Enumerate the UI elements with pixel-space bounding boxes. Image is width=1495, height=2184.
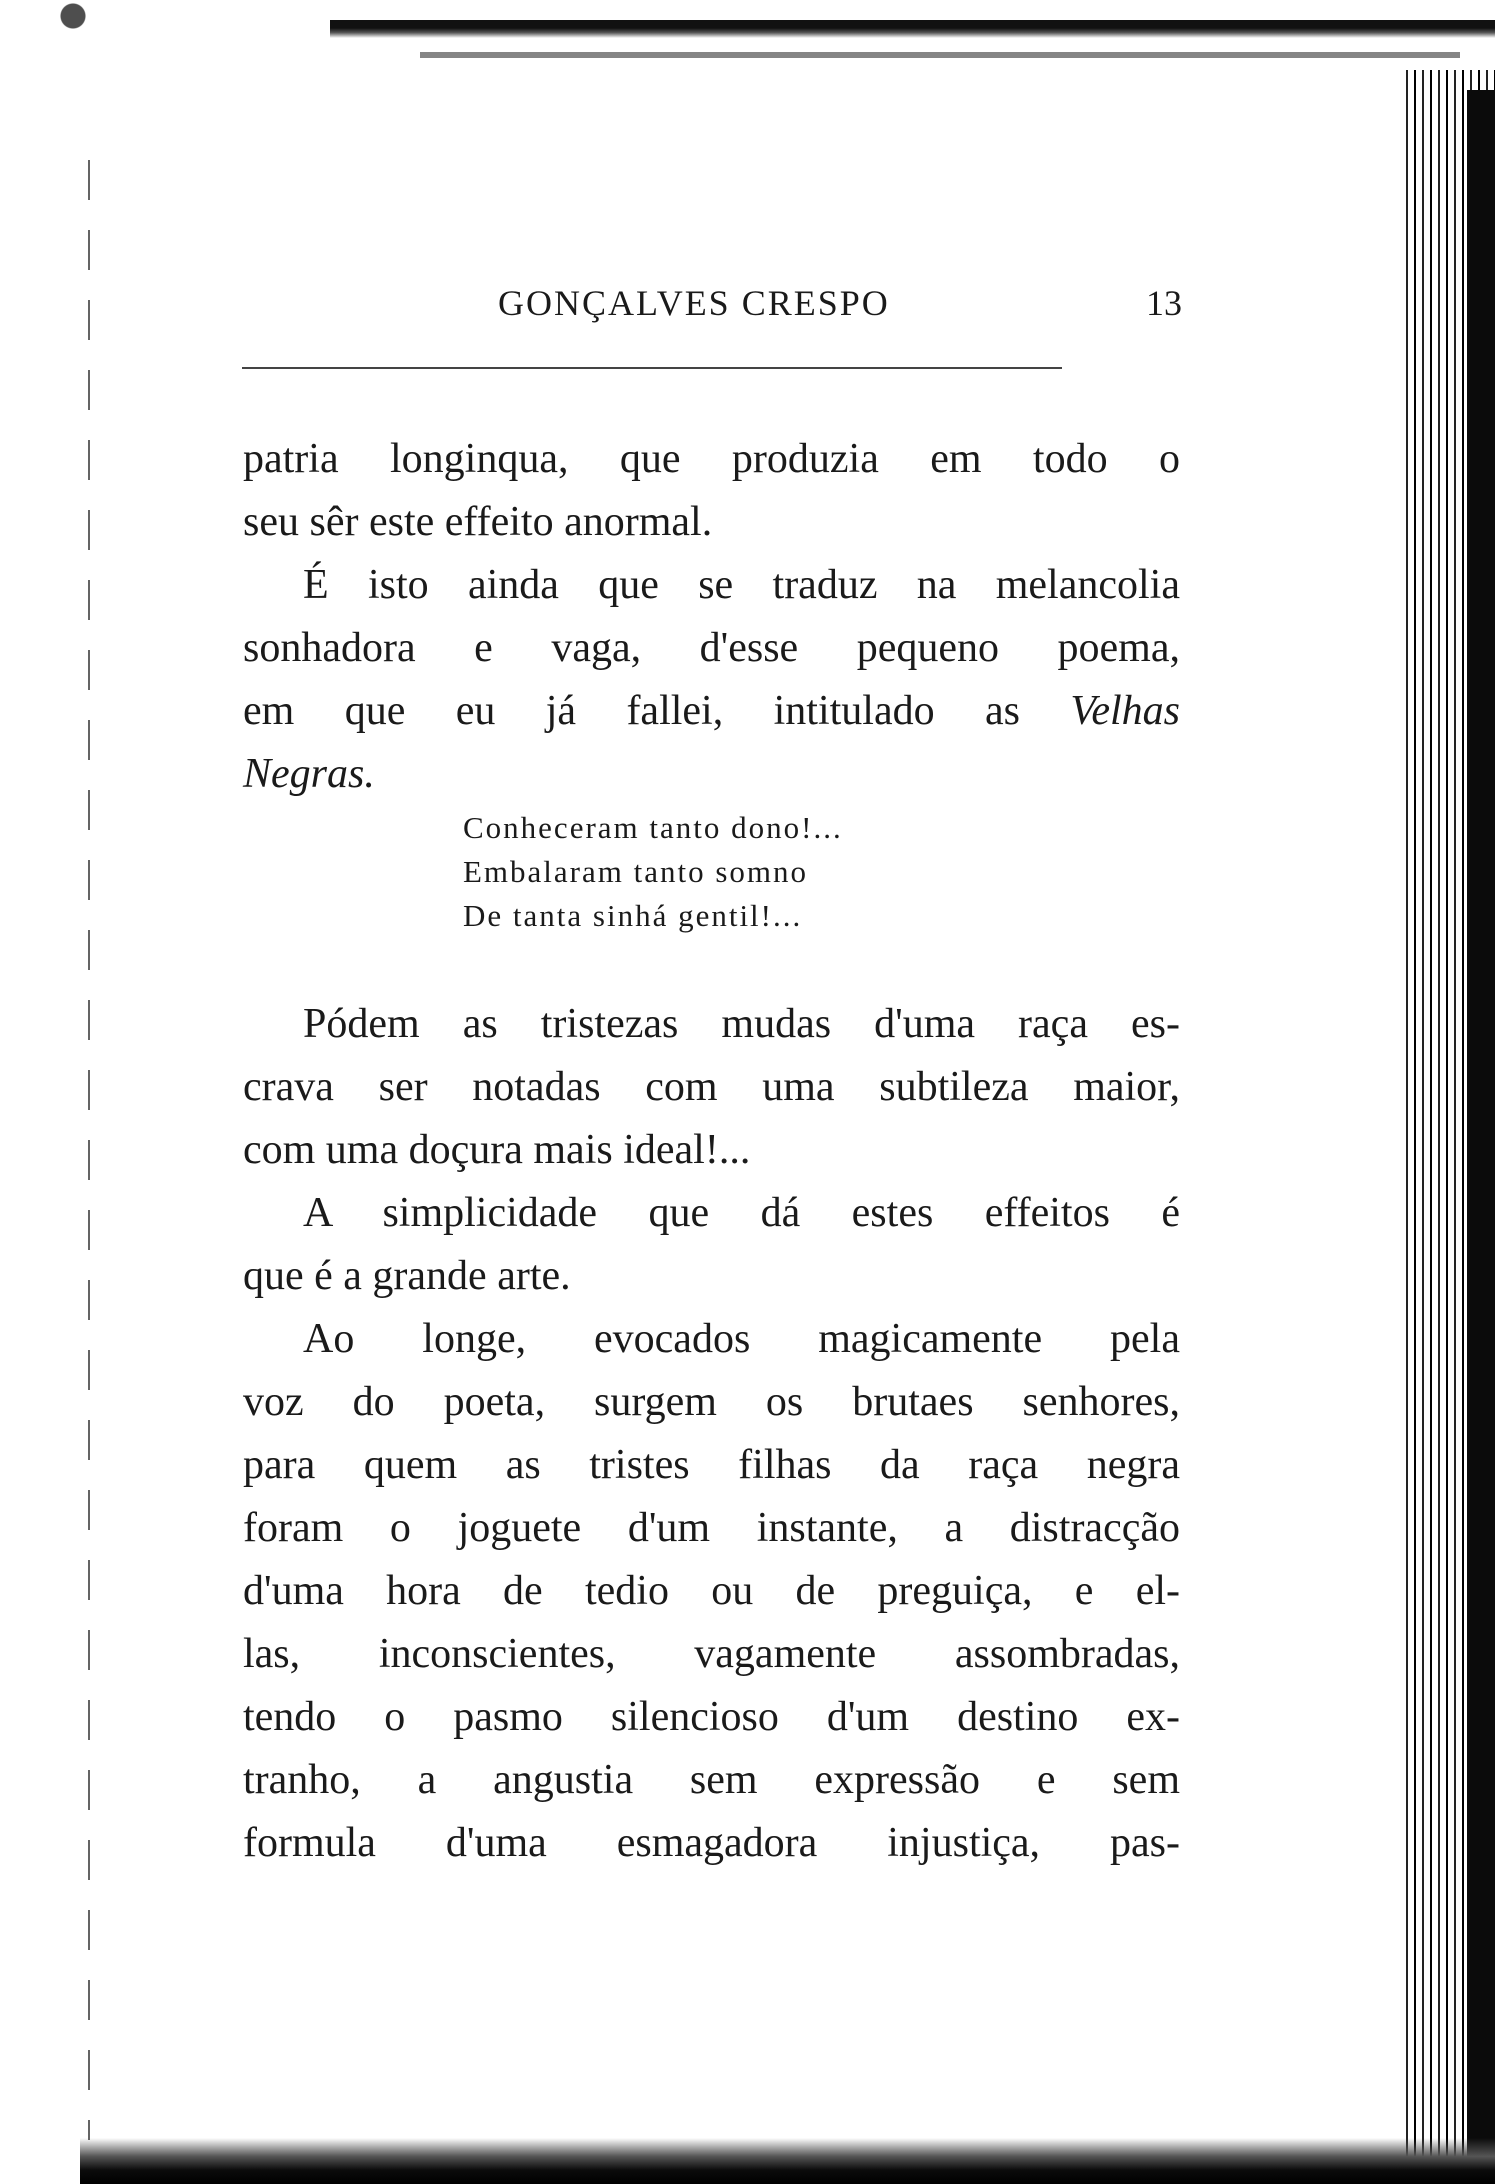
- text-line: que é a grande arte.: [243, 1253, 571, 1299]
- text-line: Ao longe, evocados magicamente pela: [303, 1316, 1180, 1362]
- text-line: para quem as tristes filhas da raça negra: [243, 1442, 1180, 1488]
- page-number: 13: [1146, 283, 1182, 323]
- scan-top-edge: [330, 20, 1495, 38]
- scan-corner-mark: [55, 0, 145, 40]
- verse-line: Conheceram tanto dono!...: [463, 810, 843, 845]
- header-rule: [242, 367, 1062, 369]
- text-line: tendo o pasmo silencioso d'um destino ex-: [243, 1694, 1180, 1740]
- scan-right-binding: [1467, 90, 1495, 2184]
- text-line: com uma doçura mais ideal!...: [243, 1127, 751, 1173]
- text-line: [243, 680, 1180, 743]
- text-line: A simplicidade que dá estes effeitos é: [303, 1190, 1180, 1236]
- scan-left-edge: [88, 160, 90, 2140]
- text-line: foram o joguete d'um instante, a distracção: [243, 1505, 1180, 1551]
- verse-line: De tanta sinhá gentil!...: [463, 898, 803, 933]
- text-line: crava ser notadas com uma subtileza maior,: [243, 1064, 1180, 1110]
- text-line: tranho, a angustia sem expressão e sem: [243, 1757, 1180, 1803]
- text-line: seu sêr este effeito anormal.: [243, 499, 713, 545]
- scan-bottom-edge: [80, 2138, 1495, 2184]
- text-line: d'uma hora de tedio ou de preguiça, e el-: [243, 1568, 1180, 1614]
- text-line: voz do poeta, surgem os brutaes senhores,: [243, 1379, 1180, 1425]
- poem-title: Velhas: [1070, 688, 1181, 734]
- text-line: las, inconscientes, vagamente assombradas,: [243, 1631, 1180, 1677]
- poem-title-continued: Negras.: [243, 751, 375, 797]
- paragraph-a: [243, 428, 1180, 806]
- text-line: sonhadora e vaga, d'esse pequeno poema,: [243, 625, 1180, 671]
- text-line: patria longinqua, que produzia em todo o: [243, 436, 1180, 482]
- text-line: Pódem as tristezas mudas d'uma raça es-: [303, 1001, 1180, 1047]
- text-line: formula d'uma esmagadora injustiça, pas-: [243, 1820, 1180, 1866]
- page-header: [242, 278, 1182, 338]
- scan-top-edge-shadow: [420, 52, 1460, 58]
- text-line: [243, 743, 1180, 806]
- paragraph-b: [243, 993, 1180, 1875]
- text-line: É isto ainda que se traduz na melancolia: [303, 562, 1180, 608]
- verse-line: Embalaram tanto somno: [463, 854, 809, 889]
- running-title: GONÇALVES CRESPO: [498, 283, 890, 323]
- text-fragment: em que eu já fallei, intitulado as: [243, 688, 1020, 734]
- verse-quote: [463, 806, 843, 938]
